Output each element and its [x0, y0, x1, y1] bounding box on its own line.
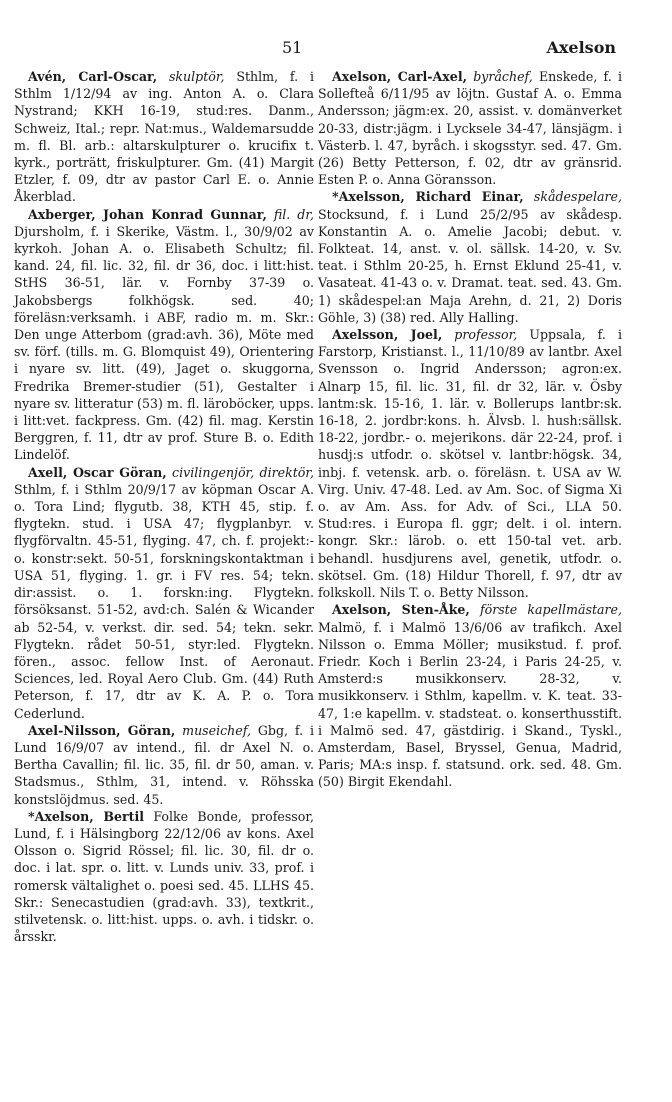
running-head: Axelson: [546, 38, 616, 57]
entry-axelsson-richard: [318, 188, 622, 326]
entry-role: civilingenjör, direktör,: [172, 464, 314, 480]
left-column: [14, 68, 314, 945]
entry-head: *Axelson, Bertil: [28, 808, 145, 824]
entry-text: Sthlm, f. i Sthlm 1/12/94 av ing. Anton A. o. Clara Nystrand; KKH 16-19, stud:res. Danm., Schweiz, Ital.; repr. Nat:mus., Waldemarsudde m. fl. Bl. arb.: altarskulpturer o. krucifix t. kyrk., porträtt, friskulpturer. Gm. (41) Margit Etzler, f. 09, dtr av pastor Carl E. o. Annie Åkerblad.: [14, 69, 314, 205]
entry-head: Axel-Nilsson, Göran,: [28, 722, 176, 738]
entry-head: Axelson, Sten-Åke,: [332, 602, 470, 618]
page-number: 51: [282, 38, 303, 57]
entry-axell: [14, 464, 314, 722]
entry-head: Avén, Carl-Oscar,: [28, 69, 158, 84]
entry-role: fil. dr,: [273, 206, 314, 222]
right-column: [318, 68, 622, 791]
entry-text: Stocksund, f. i Lund 25/2/95 av skådesp. Konstantin A. o. Amelie Jacobi; debut. v. Folkteat. 14, anst. v. ol. sällsk. 14-20, v. Sv. teat. i Sthlm 20-25, h. Ernst Eklund 25-41, v. Vasateat. 41-43 o. v. Dramat. teat. sed. 43. Gm. 1) skådespel:an Maja Arehn, d. 21, 2) Doris Göhle, 3) (38) red. Ally Halling.: [318, 206, 622, 325]
entry-head: Axelson, Carl-Axel,: [332, 69, 467, 84]
entry-aven: [14, 68, 314, 206]
entry-axberger: [14, 206, 314, 464]
entry-role: skulptör,: [168, 69, 225, 84]
entry-text: Djursholm, f. i Skerike, Västm. l., 30/9/02 av kyrkoh. Johan A. o. Elisabeth Schultz; fil. kand. 24, fil. lic. 32, fil. dr 36, doc. i litt:hist. StHS 36-51, lär. v. Fornby 37-39 o. Jakobsbergs folkhögsk. sed. 40; föreläsn:verksamh. i ABF, radio m. m. Skr.: Den unge Atterbom (grad:avh. 36), Möte med sv. förf. (tills. m. G. Blomquist 49), Orientering i nyare sv. litt. (49), Jaget o. skuggorna, Fredrika Bremer-studier (51), Gestalter i nyare sv. litteratur (53) m. fl. läroböcker, upps. i litt:vet. fackpress. Gm. (42) fil. mag. Kerstin Berggren, f. 11, dtr av prof. Sture B. o. Edith Lindelöf.: [14, 223, 314, 463]
entry-head: Axberger, Johan Konrad Gunnar,: [28, 206, 267, 222]
entry-role: museichef,: [182, 722, 251, 738]
entry-role: skådespelare,: [533, 189, 622, 205]
entry-text: Malmö, f. i Malmö 13/6/06 av trafikch. Axel Nilsson o. Emma Möller; musikstud. f. prof. Friedr. Koch i Berlin 23-24, i Paris 24-25, v. Amsterd:s musikkonserv. 28-32, v. musikkonserv. i Sthlm, kapellm. v. K. teat. 33-47, 1:e kapellm. v. stadsteat. o. konserthusstift. i Malmö sed. 47, gästdirig. i Skand., Tyskl., Amsterdam, Basel, Bryssel, Genua, Madrid, Paris; MA:s insp. f. statsund. ork. sed. 48. Gm. (50) Birgit Ekendahl.: [318, 619, 622, 790]
entry-head: Axelsson, Joel,: [332, 327, 443, 343]
entry-role: byråchef,: [473, 69, 533, 84]
entry-axelson-carl-axel: [318, 68, 622, 188]
entry-role: förste kapellmästare,: [479, 602, 622, 618]
entry-text: Folke Bonde, professor, Lund, f. i Hälsingborg 22/12/06 av kons. Axel Olsson o. Sigrid Rössel; fil. lic. 30, fil. dr o. doc. i lat. spr. o. litt. v. Lunds univ. 33, prof. i romersk vältalighet o. poesi sed. 45. LLHS 45. Skr.: Senecastudien (grad:avh. 33), textkrit., stilvetensk. o. litt:hist. upps. o. avh. i tidskr. o. årsskr.: [14, 808, 314, 945]
entry-role: professor,: [454, 327, 518, 343]
entry-text: Enskede, f. i Sollefteå 6/11/95 av löjtn. Gustaf A. o. Emma Andersson; jägm:ex. 20, assist. v. domänverket 20-33, distr:jägm. i Lycksele 34-47, länsjägm. i Västerb. l. 47, byråch. i skogsstyr. sed. 47. Gm. (26) Betty Petterson, f. 02, dtr av gränsrid. Esten P. o. Anna Göransson.: [318, 69, 622, 188]
entry-text: Uppsala, f. i Farstorp, Kristianst. l., 11/10/89 av lantbr. Axel Svensson o. Ingrid Andersson; agron:ex. Alnarp 15, fil. lic. 31, fil. dr 32, lär. v. Ösby lantm:sk. 15-16, 1. lär. v. Bollerups lantbr:sk. 16-18, 2. jordbr:kons. h. Älvsb. l. hush:sällsk. 18-22, jordbr.- o. mejerikons. där 22-24, prof. i husdj:s utfodr. o. skötsel v. lantbr:högsk. 34, inbj. f. vetensk. arb. o. föreläsn. t. USA av W. Virg. Univ. 47-48. Led. av Am. Soc. of Sigma Xi o. av Am. Ass. for Adv. of Sci., LLA 50. Stud:res. i Europa fl. ggr; delt. i ol. intern. kongr. Skr.: lärob. o. ett 150-tal vet. arb. behandl. husdjurens avel, genetik, utfodr. o. skötsel. Gm. (18) Hildur Thorell, f. 97, dtr av folkskoll. Nils T. o. Betty Nilsson.: [318, 327, 622, 601]
entry-text: Sthlm, f. i Sthlm 20/9/17 av köpman Oscar A. o. Tora Lind; flygutb. 38, KTH 45, stip. f. flygtekn. stud. i USA 47; flygplanbyr. v. flygförvaltn. 45-51, flyging. 47, ch. f. projekt:- o. konstr:sekt. 50-51, forskningskontaktman i USA 51, flyging. 1. gr. i FV res. 54; tekn. dir:assist. o. 1. forskn:ing. Flygtekn. försöksanst. 51-52, avd:ch. Salén & Wicander ab 52-54, v. verkst. dir. sed. 54; tekn. sekr. Flygtekn. rådet 50-51, styr:led. Flygtekn. fören., assoc. fellow Inst. of Aeronaut. Sciences, led. Royal Aero Club. Gm. (44) Ruth Peterson, f. 17, dtr av K. A. P. o. Tora Cederlund.: [14, 481, 314, 721]
entry-head: Axell, Oscar Göran,: [28, 464, 167, 480]
page-header: [0, 38, 672, 62]
entry-text: Gbg, f. i Lund 16/9/07 av intend., fil. dr Axel N. o. Bertha Cavallin; fil. lic. 35, fil. dr 50, aman. v. Stadsmus., Sthlm, 31, intend. v. Röhsska konstslöjdmus. sed. 45.: [14, 722, 314, 807]
entry-axelson-bertil: [14, 808, 314, 946]
entry-head: *Axelsson, Richard Einar,: [332, 189, 524, 205]
entry-axelsson-joel: [318, 326, 622, 601]
entry-axelson-sten-ake: [318, 601, 622, 790]
entry-axel-nilsson: [14, 722, 314, 808]
